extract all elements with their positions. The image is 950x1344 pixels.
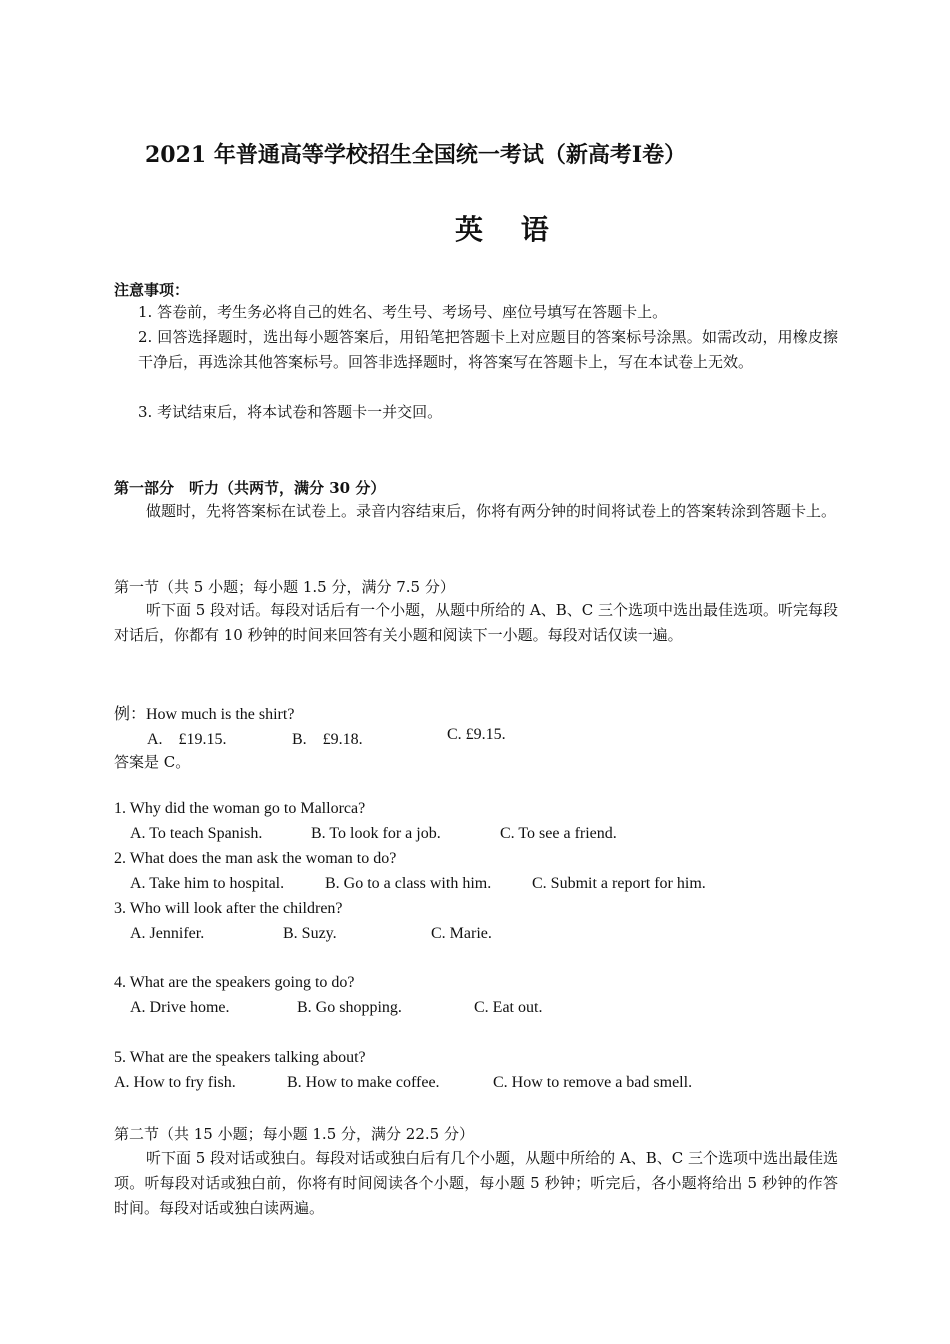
q2-option-c: C. Submit a report for him. (532, 875, 706, 892)
q3-option-c: C. Marie. (431, 925, 492, 942)
q5-option-c: C. How to remove a bad smell. (493, 1074, 693, 1091)
q1-option-c: C. To see a friend. (500, 825, 617, 842)
q5-option-b: B. How to make coffee. (287, 1074, 440, 1091)
example-answer: 答案是 C。 (114, 753, 191, 771)
q5-option-a: A. How to fry fish. (114, 1074, 236, 1091)
section1-heading: 第一节（共 5 小题；每小题 1.5 分，满分 7.5 分） (114, 578, 455, 596)
notice-item-1: 1. 答卷前，考生务必将自己的姓名、考生号、考场号、座位号填写在答题卡上。 (138, 303, 668, 321)
q4-option-b: B. Go shopping. (297, 999, 402, 1016)
q3-option-b: B. Suzy. (283, 925, 337, 942)
q2-option-a: A. Take him to hospital. (130, 875, 285, 892)
q2-option-b: B. Go to a class with him. (325, 875, 492, 892)
notice-heading: 注意事项： (114, 281, 190, 299)
question-2: 2. What does the man ask the woman to do? (114, 850, 397, 867)
part1-intro: 做题时，先将答案标在试卷上。录音内容结束后，你将有两分钟的时间将试卷上的答案转涂到答题卡上。 (146, 502, 837, 520)
q4-option-c: C. Eat out. (474, 999, 543, 1016)
question-3: 3. Who will look after the children? (114, 900, 343, 917)
example-option-b: B. £9.18. (292, 731, 363, 748)
subject-title: 英 语 (455, 213, 563, 246)
example-question: 例：How much is the shirt? (114, 706, 295, 723)
q4-option-a: A. Drive home. (130, 999, 230, 1016)
section1-intro: 听下面 5 段对话。每段对话后有一个小题，从题中所给的 A、B、C 三个选项中选出最佳选项。听完每段对话后，你都有 10 秒钟的时间来回答有关小题和阅读下一小题。每段对话仅读一遍。 (114, 601, 838, 644)
notice-item-3: 3. 考试结束后，将本试卷和答题卡一并交回。 (138, 403, 443, 421)
section2-intro: 听下面 5 段对话或独白。每段对话或独白后有几个小题，从题中所给的 A、B、C 三个选项中选出最佳选项。听每段对话或独白前，你将有时间阅读各个小题，每小题 5 秒钟；听完后，各小题将给出 5 秒钟的作答时间。每段对话或独白读两遍。 (114, 1149, 838, 1217)
example-option-a: A. £19.15. (147, 731, 227, 748)
question-1: 1. Why did the woman go to Mallorca? (114, 800, 366, 817)
question-5: 5. What are the speakers talking about? (114, 1049, 366, 1066)
q1-option-a: A. To teach Spanish. (130, 825, 263, 842)
section2-heading: 第二节（共 15 小题；每小题 1.5 分，满分 22.5 分） (114, 1125, 474, 1143)
exam-title: 2021 年普通高等学校招生全国统一考试（新高考Ⅰ卷） (145, 142, 687, 168)
question-4: 4. What are the speakers going to do? (114, 974, 355, 991)
notice-item-2: 2. 回答选择题时，选出每小题答案后，用铅笔把答题卡上对应题目的答案标号涂黑。如需改动，用橡皮擦干净后，再选涂其他答案标号。回答非选择题时，将答案写在答题卡上，写在本试卷上无效。 (138, 328, 838, 371)
example-option-c: C. £9.15. (447, 726, 506, 743)
part1-heading: 第一部分 听力（共两节，满分 30 分） (114, 479, 386, 497)
q1-option-b: B. To look for a job. (311, 825, 441, 842)
q3-option-a: A. Jennifer. (130, 925, 205, 942)
